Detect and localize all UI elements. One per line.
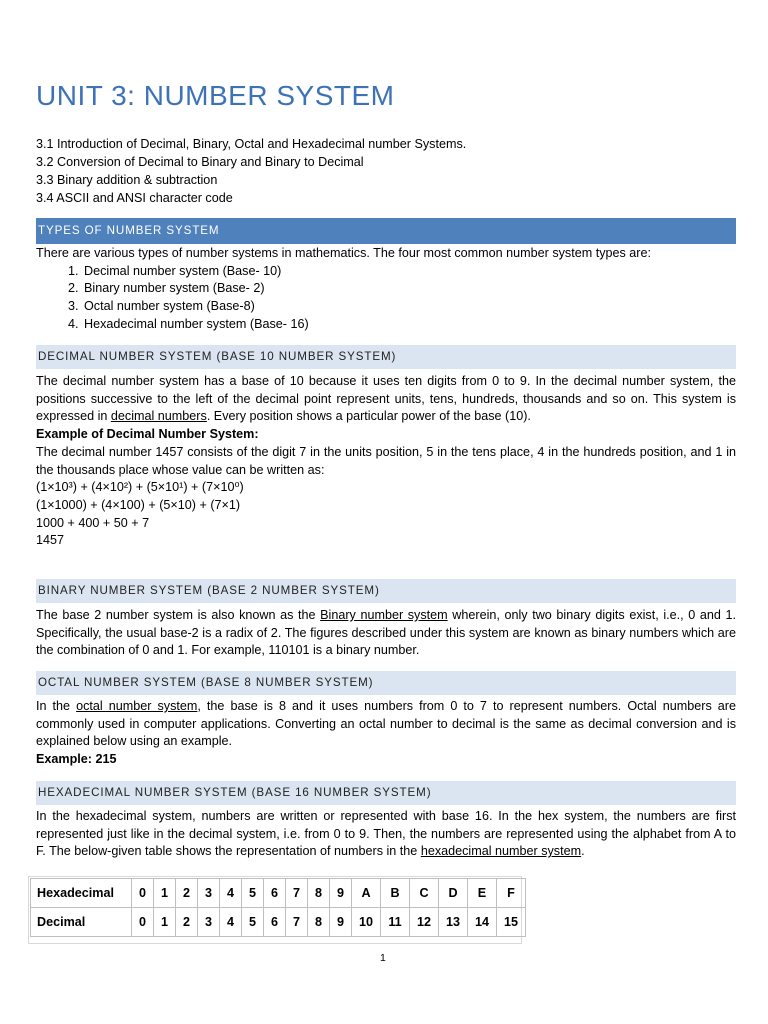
decimal-example-text: The decimal number 1457 consists of the digit 7 in the units position, 5 in the tens place, 4 in the hundreds position, and 1 in the thousands place whose value can be written as: — [36, 444, 736, 477]
table-cell: 9 — [330, 879, 352, 908]
toc-item: 3.1 Introduction of Decimal, Binary, Octal and Hexadecimal number Systems. — [36, 137, 467, 151]
types-section — [36, 245, 736, 334]
decimal-section — [36, 373, 736, 550]
octal-paragraph: In the octal number system, the base is 8 and it uses numbers from 0 to 7 to represent numbers. Octal numbers are commonly used in computer applications. Converting an octal number to decimal is the same as decimal conversion and is explained below using an example. — [36, 699, 736, 749]
table-cell: E — [468, 879, 497, 908]
types-list — [36, 263, 736, 334]
decimal-example-heading: Example of Decimal Number System: — [36, 427, 259, 442]
list-item: 2. Binary number system (Base- 2) — [82, 280, 736, 298]
section-heading-hex: HEXADECIMAL NUMBER SYSTEM (BASE 16 NUMBER SYSTEM) — [36, 781, 736, 805]
row-header: Decimal — [31, 908, 132, 937]
table-row — [31, 879, 526, 908]
table-row — [31, 908, 526, 937]
octal-example: Example: 215 — [36, 752, 117, 767]
section-heading-types: TYPES OF NUMBER SYSTEM — [36, 218, 736, 244]
page-number: 1 — [380, 952, 386, 964]
table-cell: 8 — [308, 908, 330, 937]
table-cell: 0 — [132, 879, 154, 908]
binary-number-system-link[interactable]: Binary number system — [320, 608, 448, 622]
section-heading-octal: OCTAL NUMBER SYSTEM (BASE 8 NUMBER SYSTEM) — [36, 671, 736, 695]
calc-line: (1×10³) + (4×10²) + (5×10¹) + (7×10⁰) — [36, 480, 244, 495]
section-heading-decimal: DECIMAL NUMBER SYSTEM (BASE 10 NUMBER SYSTEM) — [36, 345, 736, 369]
table-cell: 0 — [132, 908, 154, 937]
table-cell: C — [410, 879, 439, 908]
row-header: Hexadecimal — [31, 879, 132, 908]
table-cell: 3 — [198, 879, 220, 908]
list-item: 1. Decimal number system (Base- 10) — [82, 263, 736, 281]
table-cell: D — [439, 879, 468, 908]
binary-paragraph: The base 2 number system is also known as the Binary number system wherein, only two binary digits exist, i.e., 0 and 1. Specifically, the usual base-2 is a radix of 2. The figures described under this system are known as binary numbers which are the combination of 0 and 1. For example, 110101 is a binary number. — [36, 608, 736, 658]
toc-item: 3.4 ASCII and ANSI character code — [36, 191, 233, 205]
table-cell: 15 — [497, 908, 526, 937]
table-cell: 9 — [330, 908, 352, 937]
octal-number-system-link[interactable]: octal number system — [76, 699, 198, 713]
table-cell: 7 — [286, 908, 308, 937]
table-cell: 6 — [264, 879, 286, 908]
table-cell: 4 — [220, 908, 242, 937]
table-cell: 7 — [286, 879, 308, 908]
table-cell: 8 — [308, 879, 330, 908]
table-cell: 4 — [220, 879, 242, 908]
decimal-paragraph: The decimal number system has a base of 10 because it uses ten digits from 0 to 9. In the decimal number system, the positions successive to the left of the decimal point represent units, tens, hundreds, thousands and so on. This system is expressed in decimal numbers. Every position shows a particular power of the base (10). — [36, 374, 736, 424]
table-cell: 14 — [468, 908, 497, 937]
table-of-contents — [36, 135, 466, 207]
toc-item: 3.2 Conversion of Decimal to Binary and Binary to Decimal — [36, 155, 364, 169]
table-cell: 10 — [352, 908, 381, 937]
calc-line: 1000 + 400 + 50 + 7 — [36, 515, 150, 530]
hex-paragraph: In the hexadecimal system, numbers are written or represented with base 16. In the hex system, the numbers are first represented just like in the decimal system, i.e. from 0 to 9. Then, the numbers are represented using the alphabet from A to F. The below-given table shows the representation of numbers in the hexadecimal number system. — [36, 809, 736, 859]
types-intro: There are various types of number systems in mathematics. The four most common number system types are: — [36, 246, 651, 260]
section-heading-binary: BINARY NUMBER SYSTEM (BASE 2 NUMBER SYSTEM) — [36, 579, 736, 603]
list-item: 4. Hexadecimal number system (Base- 16) — [82, 316, 736, 334]
table-cell: B — [381, 879, 410, 908]
hexadecimal-number-system-link[interactable]: hexadecimal number system — [420, 844, 582, 859]
calc-line: (1×1000) + (4×100) + (5×10) + (7×1) — [36, 497, 241, 512]
table-cell: 1 — [154, 879, 176, 908]
table-cell: 13 — [439, 908, 468, 937]
table-cell: 11 — [381, 908, 410, 937]
table-cell: A — [352, 879, 381, 908]
octal-section — [36, 698, 736, 769]
table-cell: 1 — [154, 908, 176, 937]
table-cell: 5 — [242, 908, 264, 937]
table-cell: 5 — [242, 879, 264, 908]
page-title: UNIT 3: NUMBER SYSTEM — [36, 80, 395, 111]
table-cell: 3 — [198, 908, 220, 937]
calc-line: 1457 — [36, 533, 65, 548]
table-cell: 2 — [176, 908, 198, 937]
decimal-numbers-link[interactable]: decimal numbers — [110, 409, 207, 424]
list-item: 3. Octal number system (Base-8) — [82, 298, 736, 316]
hex-table — [30, 878, 526, 937]
table-cell: F — [497, 879, 526, 908]
table-cell: 12 — [410, 908, 439, 937]
table-cell: 2 — [176, 879, 198, 908]
toc-item: 3.3 Binary addition & subtraction — [36, 173, 218, 187]
table-cell: 6 — [264, 908, 286, 937]
